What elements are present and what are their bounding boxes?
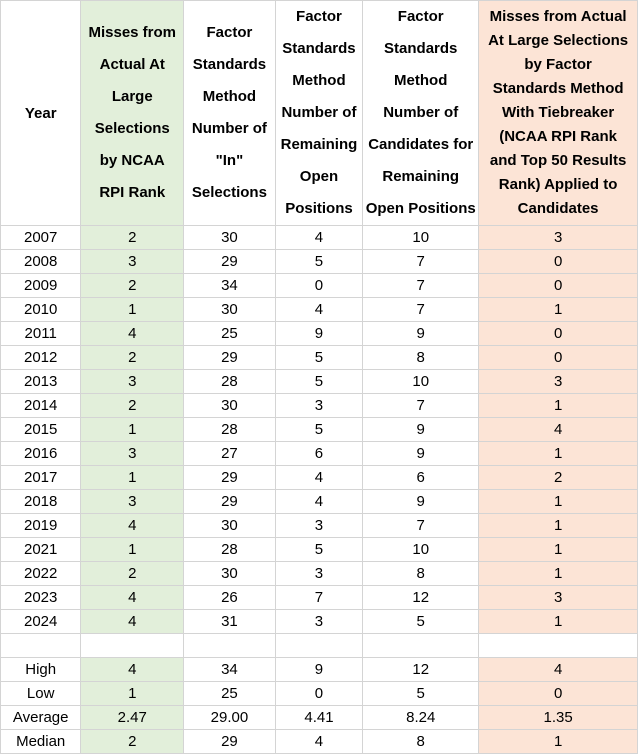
cell-candidates: 8 bbox=[363, 730, 479, 754]
cell-misses-rpi: 4 bbox=[81, 514, 184, 538]
table-row bbox=[1, 322, 638, 346]
cell-misses-rpi: 3 bbox=[81, 490, 184, 514]
table-row bbox=[1, 586, 638, 610]
cell-year: 2010 bbox=[1, 298, 81, 322]
cell-open-positions: 4 bbox=[275, 298, 363, 322]
cell-misses-rpi: 4 bbox=[81, 610, 184, 634]
cell-open-positions: 5 bbox=[275, 418, 363, 442]
cell-open-positions: 4 bbox=[275, 490, 363, 514]
table-row bbox=[1, 394, 638, 418]
cell-open-positions: 4.41 bbox=[275, 706, 363, 730]
cell-year: 2019 bbox=[1, 514, 81, 538]
cell-misses-factor: 4 bbox=[479, 658, 638, 682]
cell-in-selections: 34 bbox=[184, 658, 276, 682]
cell-candidates: 9 bbox=[363, 322, 479, 346]
header-line: by Factor bbox=[524, 56, 592, 73]
summary-row bbox=[1, 658, 638, 682]
cell-misses-rpi: 2 bbox=[81, 730, 184, 754]
cell-misses-rpi: 1 bbox=[81, 298, 184, 322]
cell-candidates: 6 bbox=[363, 466, 479, 490]
cell-in-selections: 34 bbox=[184, 274, 276, 298]
cell-misses-factor: 1 bbox=[479, 610, 638, 634]
cell-in-selections: 29 bbox=[184, 466, 276, 490]
cell-misses-factor: 1 bbox=[479, 730, 638, 754]
table-row bbox=[1, 226, 638, 250]
cell-open-positions: 4 bbox=[275, 730, 363, 754]
header-line: "In" bbox=[215, 152, 244, 169]
empty-cell bbox=[1, 634, 81, 658]
header-line: Open bbox=[299, 168, 339, 185]
header-line: Rank) Applied to bbox=[498, 176, 618, 193]
header-line: Large bbox=[111, 88, 153, 105]
cell-year: 2018 bbox=[1, 490, 81, 514]
cell-open-positions: 0 bbox=[275, 682, 363, 706]
cell-open-positions: 5 bbox=[275, 250, 363, 274]
header-line: Number of bbox=[191, 120, 267, 137]
header-line: Number of bbox=[383, 104, 459, 121]
cell-open-positions: 3 bbox=[275, 514, 363, 538]
cell-in-selections: 28 bbox=[184, 370, 276, 394]
header-line: Standards Method bbox=[492, 80, 624, 97]
cell-candidates: 5 bbox=[363, 682, 479, 706]
header-line: Candidates bbox=[517, 200, 599, 217]
cell-year: Average bbox=[1, 706, 81, 730]
cell-misses-factor: 0 bbox=[479, 322, 638, 346]
cell-misses-factor: 0 bbox=[479, 274, 638, 298]
table-row bbox=[1, 346, 638, 370]
header-line: Method bbox=[292, 72, 346, 89]
cell-misses-rpi: 4 bbox=[81, 658, 184, 682]
cell-year: 2012 bbox=[1, 346, 81, 370]
cell-open-positions: 4 bbox=[275, 466, 363, 490]
cell-candidates: 12 bbox=[363, 586, 479, 610]
cell-in-selections: 28 bbox=[184, 538, 276, 562]
cell-candidates: 7 bbox=[363, 514, 479, 538]
table-row bbox=[1, 442, 638, 466]
table-row bbox=[1, 610, 638, 634]
cell-misses-rpi: 2 bbox=[81, 274, 184, 298]
header-line: Standards bbox=[192, 56, 267, 73]
cell-candidates: 12 bbox=[363, 658, 479, 682]
cell-misses-factor: 0 bbox=[479, 250, 638, 274]
header-row bbox=[1, 1, 638, 226]
table-row bbox=[1, 466, 638, 490]
cell-year: 2015 bbox=[1, 418, 81, 442]
cell-misses-rpi: 3 bbox=[81, 250, 184, 274]
cell-candidates: 8 bbox=[363, 562, 479, 586]
table-row bbox=[1, 538, 638, 562]
cell-year: Median bbox=[1, 730, 81, 754]
spacer-row bbox=[1, 634, 638, 658]
cell-year: 2022 bbox=[1, 562, 81, 586]
cell-year: 2023 bbox=[1, 586, 81, 610]
cell-misses-factor: 0 bbox=[479, 346, 638, 370]
summary-row bbox=[1, 706, 638, 730]
cell-in-selections: 30 bbox=[184, 226, 276, 250]
header-line: Remaining bbox=[382, 168, 460, 185]
cell-in-selections: 25 bbox=[184, 682, 276, 706]
cell-in-selections: 28 bbox=[184, 418, 276, 442]
table-row bbox=[1, 370, 638, 394]
cell-candidates: 8 bbox=[363, 346, 479, 370]
header-line: Factor bbox=[296, 8, 342, 25]
cell-misses-factor: 1 bbox=[479, 298, 638, 322]
cell-misses-factor: 3 bbox=[479, 586, 638, 610]
cell-in-selections: 30 bbox=[184, 514, 276, 538]
cell-misses-factor: 3 bbox=[479, 370, 638, 394]
cell-year: 2007 bbox=[1, 226, 81, 250]
table-row bbox=[1, 490, 638, 514]
cell-misses-rpi: 2.47 bbox=[81, 706, 184, 730]
cell-in-selections: 27 bbox=[184, 442, 276, 466]
header-line: Candidates for bbox=[368, 136, 474, 153]
cell-in-selections: 25 bbox=[184, 322, 276, 346]
cell-misses-factor: 0 bbox=[479, 682, 638, 706]
cell-year: 2009 bbox=[1, 274, 81, 298]
cell-candidates: 8.24 bbox=[363, 706, 479, 730]
header-line: and Top 50 Results bbox=[489, 152, 627, 169]
cell-candidates: 10 bbox=[363, 226, 479, 250]
cell-candidates: 10 bbox=[363, 370, 479, 394]
cell-in-selections: 29 bbox=[184, 490, 276, 514]
summary-row bbox=[1, 682, 638, 706]
cell-misses-rpi: 1 bbox=[81, 538, 184, 562]
header-line: Method bbox=[202, 88, 257, 105]
cell-candidates: 5 bbox=[363, 610, 479, 634]
cell-candidates: 9 bbox=[363, 418, 479, 442]
cell-misses-factor: 1 bbox=[479, 490, 638, 514]
cell-open-positions: 3 bbox=[275, 562, 363, 586]
cell-misses-rpi: 1 bbox=[81, 466, 184, 490]
cell-open-positions: 5 bbox=[275, 538, 363, 562]
cell-misses-rpi: 1 bbox=[81, 418, 184, 442]
empty-cell bbox=[81, 634, 184, 658]
cell-open-positions: 4 bbox=[275, 226, 363, 250]
header-line: Standards bbox=[384, 40, 458, 57]
header-line: (NCAA RPI Rank bbox=[499, 128, 617, 145]
cell-year: 2008 bbox=[1, 250, 81, 274]
cell-misses-factor: 1.35 bbox=[479, 706, 638, 730]
header-line: Number of bbox=[281, 104, 357, 121]
cell-candidates: 7 bbox=[363, 250, 479, 274]
cell-misses-rpi: 2 bbox=[81, 226, 184, 250]
cell-in-selections: 30 bbox=[184, 394, 276, 418]
cell-candidates: 7 bbox=[363, 298, 479, 322]
header-line: Method bbox=[394, 72, 448, 89]
cell-in-selections: 29.00 bbox=[184, 706, 276, 730]
header-line: RPI Rank bbox=[99, 184, 166, 201]
cell-open-positions: 0 bbox=[275, 274, 363, 298]
cell-misses-factor: 1 bbox=[479, 394, 638, 418]
cell-misses-factor: 3 bbox=[479, 226, 638, 250]
cell-open-positions: 3 bbox=[275, 394, 363, 418]
cell-misses-rpi: 1 bbox=[81, 682, 184, 706]
cell-in-selections: 29 bbox=[184, 346, 276, 370]
cell-year: 2016 bbox=[1, 442, 81, 466]
cell-year: Low bbox=[1, 682, 81, 706]
cell-misses-rpi: 4 bbox=[81, 322, 184, 346]
cell-year: High bbox=[1, 658, 81, 682]
table-row bbox=[1, 274, 638, 298]
header-line: Standards bbox=[282, 40, 356, 57]
cell-open-positions: 7 bbox=[275, 586, 363, 610]
table-row bbox=[1, 298, 638, 322]
empty-cell bbox=[184, 634, 276, 658]
cell-candidates: 9 bbox=[363, 442, 479, 466]
header-in-selections bbox=[184, 1, 276, 226]
cell-misses-rpi: 3 bbox=[81, 370, 184, 394]
header-year: Year bbox=[1, 1, 81, 226]
header-line: Factor bbox=[397, 8, 444, 25]
cell-in-selections: 30 bbox=[184, 562, 276, 586]
cell-open-positions: 6 bbox=[275, 442, 363, 466]
cell-misses-factor: 2 bbox=[479, 466, 638, 490]
cell-year: 2021 bbox=[1, 538, 81, 562]
cell-year: 2011 bbox=[1, 322, 81, 346]
cell-misses-factor: 1 bbox=[479, 514, 638, 538]
cell-in-selections: 29 bbox=[184, 250, 276, 274]
table-row bbox=[1, 418, 638, 442]
empty-cell bbox=[275, 634, 363, 658]
cell-open-positions: 9 bbox=[275, 322, 363, 346]
table-row bbox=[1, 562, 638, 586]
header-line: Misses from Actual bbox=[489, 8, 627, 25]
cell-year: 2017 bbox=[1, 466, 81, 490]
table-row bbox=[1, 250, 638, 274]
summary-row bbox=[1, 730, 638, 754]
cell-in-selections: 30 bbox=[184, 298, 276, 322]
table-row bbox=[1, 514, 638, 538]
cell-misses-factor: 1 bbox=[479, 562, 638, 586]
header-line: Actual At bbox=[99, 56, 165, 73]
cell-open-positions: 3 bbox=[275, 610, 363, 634]
header-line: With Tiebreaker bbox=[502, 104, 615, 121]
header-line: Selections bbox=[94, 120, 170, 137]
header-misses-factor bbox=[479, 1, 638, 226]
header-line: Positions bbox=[285, 200, 353, 217]
header-line: Remaining bbox=[280, 136, 358, 153]
cell-candidates: 7 bbox=[363, 274, 479, 298]
cell-open-positions: 9 bbox=[275, 658, 363, 682]
cell-misses-rpi: 4 bbox=[81, 586, 184, 610]
empty-cell bbox=[479, 634, 638, 658]
cell-candidates: 7 bbox=[363, 394, 479, 418]
empty-cell bbox=[363, 634, 479, 658]
cell-misses-rpi: 2 bbox=[81, 394, 184, 418]
cell-in-selections: 29 bbox=[184, 730, 276, 754]
cell-year: 2024 bbox=[1, 610, 81, 634]
cell-misses-factor: 1 bbox=[479, 442, 638, 466]
cell-misses-rpi: 2 bbox=[81, 562, 184, 586]
cell-open-positions: 5 bbox=[275, 370, 363, 394]
header-line: Selections bbox=[191, 184, 267, 201]
header-line: by NCAA bbox=[99, 152, 165, 169]
header-line: Open Positions bbox=[365, 200, 476, 217]
header-line: Factor bbox=[206, 24, 253, 41]
header-line: At Large Selections bbox=[488, 32, 629, 49]
header-candidates bbox=[363, 1, 479, 226]
header-misses-rpi bbox=[81, 1, 184, 226]
header-open-positions bbox=[275, 1, 363, 226]
cell-year: 2013 bbox=[1, 370, 81, 394]
cell-year: 2014 bbox=[1, 394, 81, 418]
cell-misses-factor: 4 bbox=[479, 418, 638, 442]
header-line: Misses from bbox=[88, 24, 177, 41]
cell-misses-rpi: 2 bbox=[81, 346, 184, 370]
cell-in-selections: 31 bbox=[184, 610, 276, 634]
cell-candidates: 9 bbox=[363, 490, 479, 514]
cell-in-selections: 26 bbox=[184, 586, 276, 610]
cell-candidates: 10 bbox=[363, 538, 479, 562]
cell-open-positions: 5 bbox=[275, 346, 363, 370]
cell-misses-rpi: 3 bbox=[81, 442, 184, 466]
cell-misses-factor: 1 bbox=[479, 538, 638, 562]
